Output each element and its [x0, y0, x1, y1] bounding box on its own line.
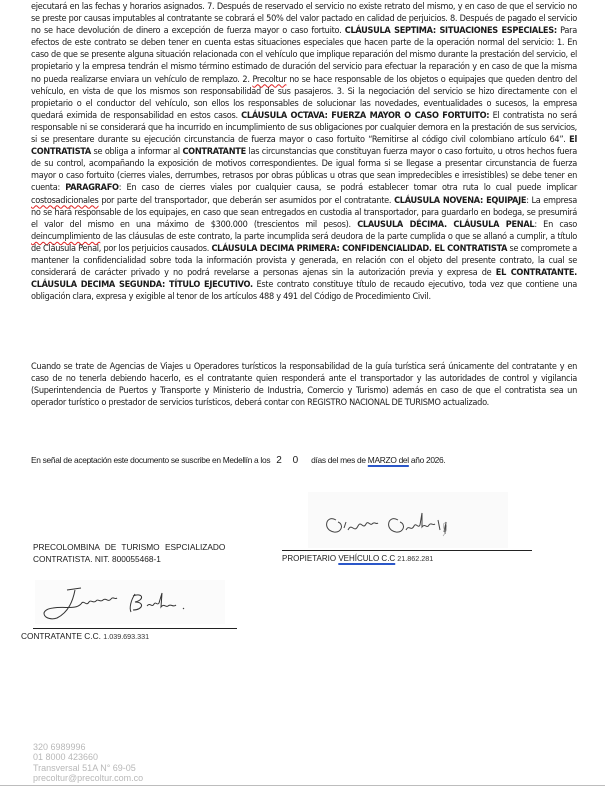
owner-signature-line [282, 550, 532, 551]
acceptance-middle: días del mes de [311, 455, 366, 465]
footer-address: Transversal 51A N° 69-05 [33, 762, 136, 773]
clause-text: : En caso de cierres viales por cualquier causa, se podrá establecer tomar otra ruta lo cual puede implicar [118, 183, 577, 194]
clause-text: se obliga a informar al [90, 147, 183, 158]
contratante-id-number: 1.039.693.331 [103, 632, 150, 641]
clause-text: de las cláusulas de este contrato, la parte incumplida será deudora de la parte cumplida o que se allanó a cumplir, a título de Cláusula Penal, por los perjuicios causados. [31, 231, 577, 254]
clause-text: las circunstancias que constituyan fuerza mayor o caso fortuito, u otros hechos fuera de su control, acompañando la exposición de motivos correspondientes. De igual forma si se llegase a presentar circunstancia de fuerza mayor o caso fortuito (cierres viales, derrumbes, retrasos por obras públicas u otras que sean impredecibles e irresistibles) se debe tener en cuenta: [31, 147, 577, 194]
contratista-company-name: PRECOLOMBINA DE TURISMO ESPCIALIZADO [33, 542, 226, 552]
footer-contact [33, 742, 143, 783]
footer-email: precoltur@precoltur.com.co [33, 772, 144, 783]
owner-label-vehicle: VEHÍCULO C.C [338, 554, 396, 563]
clause-text: : La empresa no se hará responsable de los equipajes, en caso que sean entregados en custodia al transportador, para guardarlo en bodega, se presumirá el valor del mismo en una máximo de $300.000 (trescientos mil pesos). [31, 195, 578, 230]
acceptance-year: año 2026. [408, 455, 446, 465]
clause-text: por parte del transportador, que deberán ser asumidos por el contratante. [98, 195, 395, 206]
contratante-signature-icon [35, 580, 225, 624]
clause-12-heading: EL CONTRATANTE. CLÁUSULA DECIMA SEGUNDA: TÍTULO EJECUTIVO. [31, 268, 577, 291]
owner-signature-label [282, 554, 433, 563]
clause-text: Este contrato constituye título de recaudo ejecutivo, toda vez que contiene una obligación clara, expresa y exigible al tenor de los artículos 488 y 491 del Código de Procedimiento Civil. [31, 280, 577, 303]
bold-term: El CONTRATISTA [31, 135, 577, 158]
clause-10-heading: CLAUSULA DÉCIMA. CLÁUSULA PENAL [357, 219, 535, 230]
footer-phone: 320 6989996 [33, 742, 86, 752]
clause-text: Para efectos de este contrato se deben tener en cuenta estas situaciones especiales que hacen parte de la operación normal del servicio: 1. En caso de que se presente alguna situación relacionada con el vehículo que implique reparación del mismo durante la prestación del servicio, el propietario y la empresa tendrán el mismo término estimado de duración del servicio para efectuar la reparación y en caso de que la misma no pueda realizarse enviara un vehículo de remplazo. 2. [31, 26, 577, 85]
contratista-block [33, 541, 225, 565]
clause-11-heading: CLÁUSULA DECIMA PRIMERA: CONFIDENCIALIDAD. EL CONTRATISTA [211, 243, 508, 254]
owner-id-number: 21.862.281 [395, 554, 434, 563]
contract-clauses-paragraph [31, 1, 577, 303]
owner-label-text: PROPIETARIO [282, 554, 339, 563]
acceptance-line [31, 455, 445, 466]
contratista-nit: CONTRATISTA. NIT. 800055468-1 [33, 554, 161, 564]
clause-9-heading: CLÁUSULA NOVENA: EQUIPAJE [394, 195, 527, 206]
clause-text: ejecutará en las fechas y horarios asignados. 7. Después de reservado el servicio no existe retrato del mismo, y en caso de que el servicio no se preste por causas imputables al contratante se cobrará el 50% del valor pactado en calidad de perjuicios. 8. Después de pagado el servicio no se hace devolución de dinero a excepción de fuerza mayor o caso fortuito. [31, 2, 577, 37]
acceptance-month: MARZO del [367, 455, 409, 465]
contratante-signature-line [33, 628, 237, 629]
bold-term: CONTRATANTE [182, 147, 246, 158]
contratante-label-text: CONTRATANTE C.C. [21, 631, 104, 641]
acceptance-prefix: En señal de aceptación este documento se suscribe en Medellín a los [31, 455, 271, 465]
spellcheck-word: deincumplimiento [31, 231, 101, 242]
clause-7-heading: CLÁUSULA SEPTIMA: SITUACIONES ESPECIALES: [344, 26, 557, 37]
contratante-signature-image [35, 580, 225, 624]
spellcheck-word: costosadicionales [31, 195, 99, 206]
clause-text: se compromete a mantener la confidencialidad sobre toda la información provista y generada, en relación con el objeto del presente contrato, la cual se considerará de carácter privado y no podrá revelarse a personas ajenas sin la autorización previa y expresa de [31, 243, 577, 279]
clause-8-heading: CLÁUSULA OCTAVA: FUERZA MAYOR O CASO FORTUITO: [241, 110, 490, 121]
clause-text: El contratista no será responsable ni se considerará que ha incurrido en incumplimiento de sus obligaciones por cualquier demora en la prestación de sus servicios, si se presentare durante su ejecución circunstancia de fuerza mayor o caso fortuito “Remitirse al código civil colombiano artículo 64”. [31, 110, 577, 146]
paragrafo-heading: PARAGRAFO [65, 183, 119, 194]
spellcheck-word: Precoltur [252, 74, 287, 85]
footer-toll-free: 01 8000 423660 [33, 752, 99, 763]
owner-signature-icon [308, 492, 508, 548]
contratante-signature-label [21, 631, 149, 641]
clause-text: : En caso [534, 219, 577, 230]
owner-signature-image [308, 492, 508, 548]
clause-text: no se hace responsable de los objetos o equipajes que queden dentro del vehículo, en vista de que los mismos son responsabilidad de sus pasajeros. 3. Si la negociación del servicio se hizo directamente con el propietario o el conductor del vehículo, son ellos los responsables de solucionar las novedades, eventualidades o sucesos, la empresa quedará eximida de responsabilidad en estos casos. [31, 74, 577, 121]
acceptance-day: 2 0 [276, 455, 303, 466]
page-bottom-divider [0, 785, 605, 786]
tourism-agencies-paragraph: Cuando se trate de Agencias de Viajes u Operadores turísticos la responsabilidad de la guía turística será únicamente del contratante y en caso de no tenerla debiendo hacerlo, es el contratante quien responderá ante el transportador y las autoridades de control y vigilancia (Superintendencia de Puertos y Transporte y Ministerio de Industria, Comercio y Turismo) además en caso de que el contratista sea un operador turístico o prestador de servicios turísticos, deberá contar con REGISTRO NACIONAL DE TURISMO actualizado. [31, 362, 577, 409]
